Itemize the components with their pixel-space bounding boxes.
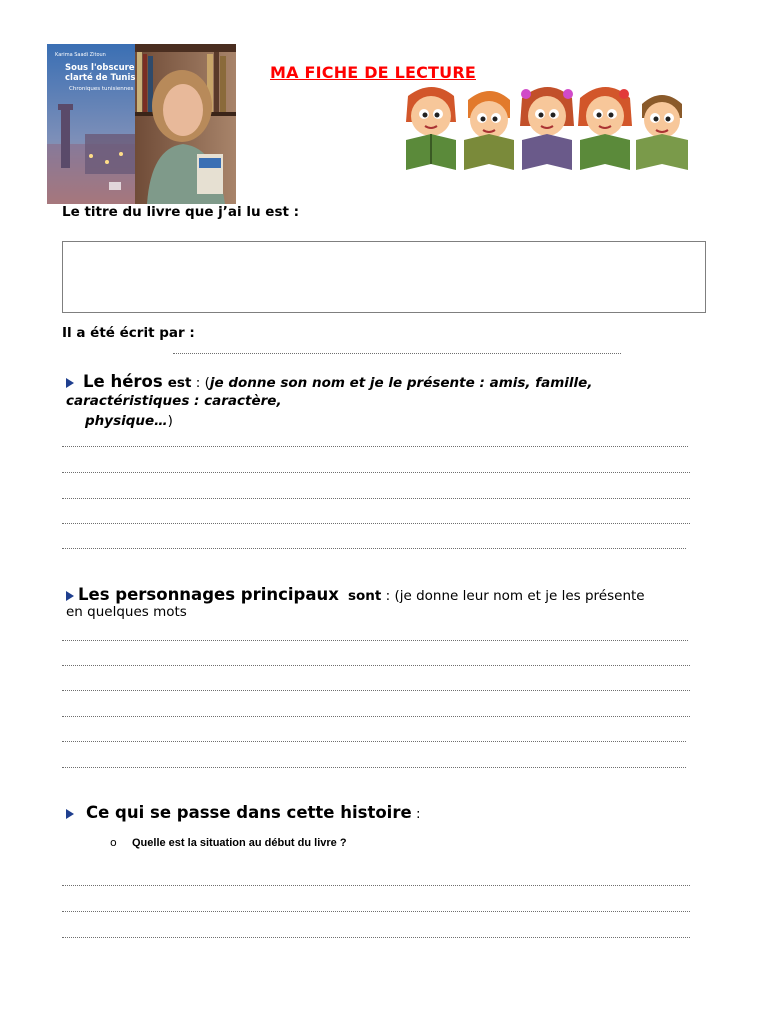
characters-answer-line[interactable] xyxy=(62,690,690,691)
hero-answer-line[interactable] xyxy=(62,548,686,549)
characters-answer-line[interactable] xyxy=(62,665,690,666)
book-title-label: Le titre du livre que j’ai lu est : xyxy=(62,204,300,220)
cover-author: Karima Saadi Zitoun xyxy=(55,52,106,58)
bullet-arrow-icon xyxy=(66,378,74,388)
cover-title-line2: clarté de Tunis xyxy=(65,73,136,83)
characters-heading: Les personnages principaux xyxy=(78,585,339,604)
hero-close-paren: ) xyxy=(167,413,173,429)
book-cover-photo xyxy=(47,44,236,204)
hero-verb: est xyxy=(167,375,192,391)
characters-answer-line[interactable] xyxy=(62,640,688,641)
cover-title-line1: Sous l'obscure xyxy=(65,63,135,73)
kids-reading-illustration xyxy=(402,82,692,172)
hero-open-paren: : ( xyxy=(191,375,210,391)
hero-answer-line[interactable] xyxy=(62,498,690,499)
author-label: Il a été écrit par : xyxy=(62,325,195,341)
bullet-arrow-icon xyxy=(66,591,74,601)
hero-answer-line[interactable] xyxy=(62,446,688,447)
story-question-item xyxy=(110,836,347,849)
characters-answer-line[interactable] xyxy=(62,741,686,742)
cover-subtitle: Chroniques tunisiennes xyxy=(69,86,134,92)
characters-section-heading xyxy=(66,585,726,604)
book-title-answer-box[interactable] xyxy=(62,241,706,313)
hero-section-heading xyxy=(66,373,726,392)
circle-bullet-icon: o xyxy=(110,836,117,849)
hero-instruction-line3-wrap xyxy=(85,410,173,429)
page-title: MA FICHE DE LECTURE xyxy=(270,63,476,82)
story-answer-line[interactable] xyxy=(62,937,690,938)
characters-verb: sont xyxy=(347,588,382,604)
story-question: Quelle est la situation au début du livre ? xyxy=(132,837,347,849)
hero-instruction-line2: caractéristiques : caractère, xyxy=(66,393,282,409)
characters-instruction-line1: : (je donne leur nom et je les présente xyxy=(381,588,645,604)
author-answer-line[interactable] xyxy=(173,353,621,354)
bullet-arrow-icon xyxy=(66,809,74,819)
hero-answer-line[interactable] xyxy=(62,523,690,524)
story-answer-line[interactable] xyxy=(62,885,690,886)
story-heading: Ce qui se passe dans cette histoire xyxy=(86,803,412,822)
hero-answer-line[interactable] xyxy=(62,472,690,473)
story-colon: : xyxy=(411,806,421,822)
characters-answer-line[interactable] xyxy=(62,767,686,768)
characters-answer-line[interactable] xyxy=(62,716,690,717)
story-answer-line[interactable] xyxy=(62,911,690,912)
characters-instruction-line2: en quelques mots xyxy=(66,604,187,620)
hero-instruction-line3: physique… xyxy=(85,413,168,429)
hero-heading: Le héros xyxy=(83,372,163,391)
hero-instruction-line1: je donne son nom et je le présente : amis, famille, xyxy=(209,375,593,391)
story-section-heading xyxy=(66,803,421,822)
